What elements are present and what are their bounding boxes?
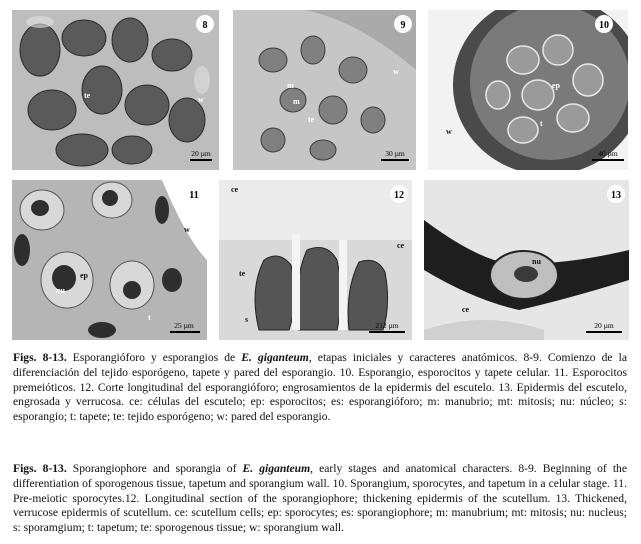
- caption-en-text-2: , early stages and anatomical characters. 8-9. Beginning of the differentiation of sporogenous tissue, tapetum and sporangium wall. 10. Sporangium, sporocytes, and tapetum in a celular stage. 11. Pre-meiotic sporocytes.12. Longitudinal section of the sporangiophore; thickening epidermis of the scutellum. 13. Thickened, verrucose epidermis of scutellum. ce: scutellum cells; ep: sporocytes; es: sporangiophore; m: manubrium; mt: mitosis; nu: nucleus; s: sporamgium; t: tapetum; te: sporogenous tissue; w: sporangium wall.: [13, 462, 627, 535]
- figure-9-label-w: w: [393, 67, 399, 76]
- figure-8-scale-label: 20 µm: [191, 149, 211, 158]
- figure-12-label-te: te: [239, 269, 246, 278]
- figure-12-number: 12: [394, 190, 404, 201]
- figure-11-label-t: t: [148, 313, 151, 322]
- figure-11-micrograph: [12, 180, 207, 340]
- figure-13-scale-label: 20 µm: [594, 321, 614, 330]
- caption-es-text-2: , etapas iniciales y caracteres anatómicos. 8-9. Comienzo de la diferenciación del tejido esporógeno, tapete y pared del esporangio. 10. Esporangio, esporocitos y tapete celular. 11. Esporocitos premeióticos. 12. Corte longitudinal del esporangióforo; engrosamientos de la epidermis del escutelo. 13. Epidermis del escutelo, engrosada y verrucosa. ce: células del escutelo; ep: esporocitos; es: esporangióforo; m: manubrio; mt: mitosis; nu: núcleo; s: esporangio; t: tapete; te: tejido esporógeno; w: pared del esporangio.: [13, 351, 627, 424]
- figure-10-label-w: w: [446, 127, 452, 136]
- figure-10-label-ep: ep: [552, 81, 560, 90]
- figure-8-label-te: te: [84, 91, 91, 100]
- figure-9-scale-label: 30 µm: [385, 149, 405, 158]
- caption-spanish: [13, 351, 627, 425]
- figure-8-micrograph: [12, 10, 219, 170]
- figure-8-label-w: w: [198, 95, 204, 104]
- caption-es-text-1: Esporangióforo y esporangios de: [66, 351, 242, 364]
- caption-es-species: E. giganteum: [241, 351, 309, 364]
- figure-11-label-ep: ep: [80, 271, 88, 280]
- caption-en-text-1: Sporangiophore and sporangia of: [66, 462, 243, 475]
- figure-13-label-nu: nu: [532, 257, 541, 266]
- figure-10-number: 10: [599, 20, 609, 31]
- figure-11-number: 11: [189, 190, 199, 201]
- figure-11-label-w: w: [184, 225, 190, 234]
- caption-es-lead: Figs. 8-13.: [13, 351, 67, 364]
- figure-9-label-m-2: m: [293, 97, 300, 106]
- caption-en-species: E. giganteum: [242, 462, 311, 475]
- figure-9-number: 9: [400, 20, 406, 31]
- figure-10-micrograph: [428, 10, 628, 170]
- figure-9-label-te: te: [308, 115, 315, 124]
- caption-en-lead: Figs. 8-13.: [13, 462, 67, 475]
- figure-9-micrograph: [233, 10, 416, 170]
- figure-13-number: 13: [611, 190, 621, 201]
- figure-11-label-nu: nu: [56, 286, 65, 295]
- figure-11-scale-label: 25 µm: [174, 321, 194, 330]
- figure-12-micrograph: [219, 180, 412, 340]
- caption-english: [13, 462, 627, 536]
- figure-12-scale-label: 212 µm: [375, 321, 399, 330]
- figure-10-label-t: t: [540, 119, 543, 128]
- figure-13-label-ce: ce: [462, 305, 470, 314]
- figure-12-label-ce-1: ce: [231, 185, 239, 194]
- figure-12-label-ce-2: ce: [397, 241, 405, 250]
- figure-13-micrograph: [424, 180, 629, 340]
- figure-12-label-s: s: [245, 315, 249, 324]
- figure-8-number: 8: [202, 20, 208, 31]
- figure-9-label-m-1: m: [287, 81, 294, 90]
- figure-10-scale-label: 40 µm: [598, 149, 618, 158]
